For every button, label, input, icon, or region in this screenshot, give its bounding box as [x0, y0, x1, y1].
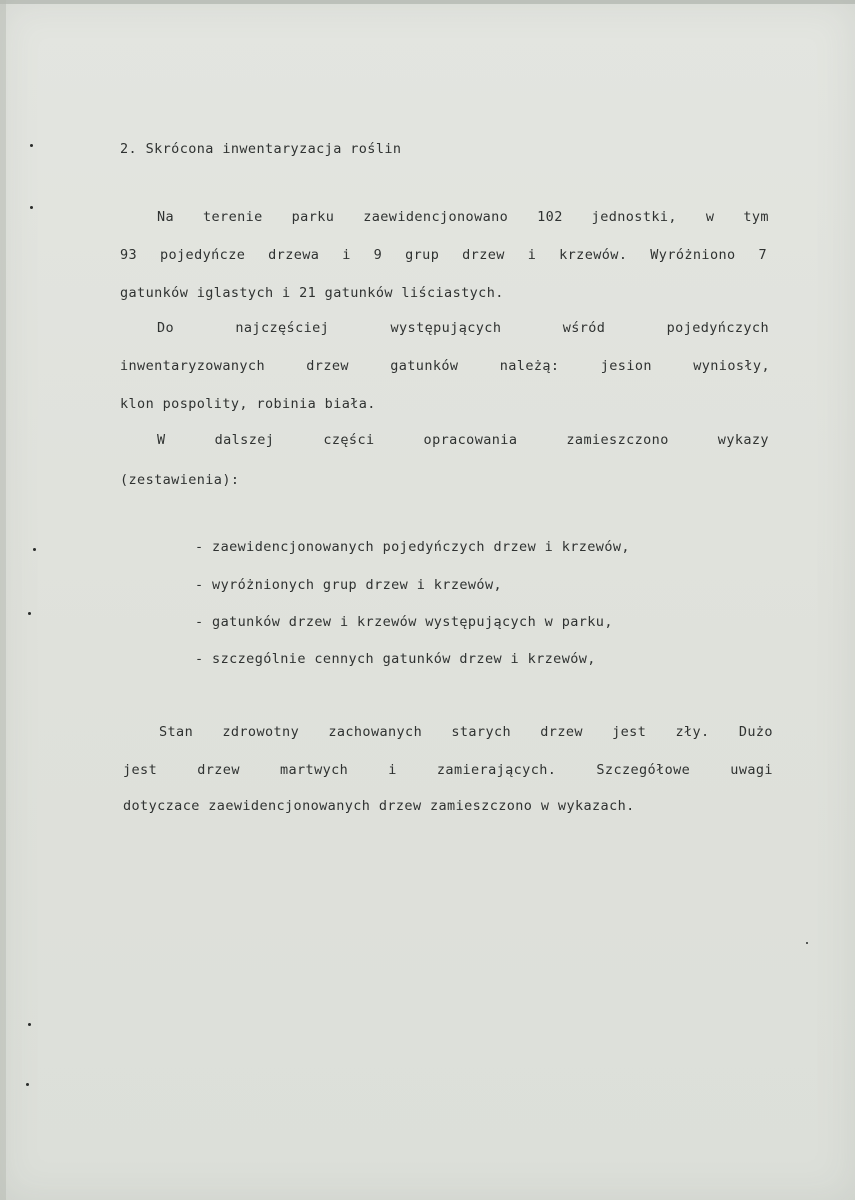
scan-speck [806, 942, 808, 944]
list-item: - szczególnie cennych gatunków drzew i krzewów, [195, 651, 596, 667]
paragraph-2-line-1 [157, 320, 769, 336]
scan-speck [30, 144, 33, 147]
paragraph-4-line-1 [159, 724, 773, 740]
scan-speck [26, 1083, 29, 1086]
word: wśród [562, 320, 606, 336]
word: części [323, 432, 375, 448]
word: Wyróżniono [650, 247, 736, 263]
word: zamierających. [436, 762, 557, 778]
word: pojedyńcze [159, 247, 246, 263]
word: Szczegółowe [596, 762, 691, 778]
list-item: - zaewidencjonowanych pojedyńczych drzew i krzewów, [195, 539, 630, 555]
word: zachowanych [328, 724, 423, 740]
scan-speck [28, 1023, 31, 1026]
word: zdrowotny [222, 724, 300, 740]
paragraph-4-line-2 [123, 762, 773, 778]
word: 7 [758, 247, 767, 263]
word: starych [451, 724, 512, 740]
word: drzew [462, 247, 505, 263]
word: W [157, 432, 166, 448]
word: drzew [540, 724, 583, 740]
word: wykazy [717, 432, 769, 448]
word: jest [612, 724, 647, 740]
word: uwagi [730, 762, 773, 778]
word: terenie [203, 209, 263, 225]
word: martwych [279, 762, 349, 778]
word: drzew [197, 762, 240, 778]
scan-speck [33, 548, 36, 551]
paragraph-1-line-1 [157, 209, 769, 225]
paragraph-2-line-2 [120, 358, 770, 374]
paragraph-3-line-1 [157, 432, 769, 448]
scan-speck [30, 206, 33, 209]
word: 9 [373, 247, 383, 263]
word: Do [157, 320, 175, 336]
word: Dużo [738, 724, 773, 740]
word: i [527, 247, 537, 263]
scan-speck [28, 612, 31, 615]
scan-edge-left [0, 0, 6, 1200]
word: krzewów. [559, 247, 628, 263]
word: pojedyńczych [666, 320, 769, 336]
paragraph-4-line-3: dotyczace zaewidencjonowanych drzew zamieszczono w wykazach. [123, 798, 635, 814]
word: jednostki, [591, 209, 677, 225]
word: Stan [159, 724, 194, 740]
word: i [388, 762, 397, 778]
word: należą: [499, 358, 560, 374]
paragraph-1-line-2 [120, 247, 767, 263]
section-heading: 2. Skrócona inwentaryzacja roślin [120, 141, 402, 157]
word: grup [405, 247, 440, 263]
word: jesion [600, 358, 652, 374]
word: dalszej [214, 432, 275, 448]
list-item: - gatunków drzew i krzewów występujących w parku, [195, 614, 613, 630]
paragraph-1-line-3: gatunków iglastych i 21 gatunków liściastych. [120, 285, 504, 301]
word: drzew [306, 358, 349, 374]
word: zaewidencjonowano [363, 209, 509, 225]
word: najczęściej [235, 320, 330, 336]
paragraph-2-line-3: klon pospolity, robinia biała. [120, 396, 376, 412]
word: drzewa [268, 247, 320, 263]
word: w [705, 209, 715, 225]
word: zły. [675, 724, 710, 740]
word: parku [291, 209, 335, 225]
word: występujących [390, 320, 502, 336]
word: wyniosły, [693, 358, 770, 374]
word: zamieszczono [566, 432, 669, 448]
word: opracowania [423, 432, 518, 448]
word: 102 [537, 209, 563, 225]
list-item: - wyróżnionych grup drzew i krzewów, [195, 577, 502, 593]
paragraph-3-line-2: (zestawienia): [120, 472, 240, 488]
word: jest [123, 762, 158, 778]
word: 93 [120, 247, 138, 263]
word: gatunków [390, 358, 459, 374]
scan-edge-top [0, 0, 855, 4]
word: i [342, 247, 351, 263]
word: Na [157, 209, 175, 225]
word: tym [743, 209, 769, 225]
word: inwentaryzowanych [120, 358, 265, 374]
